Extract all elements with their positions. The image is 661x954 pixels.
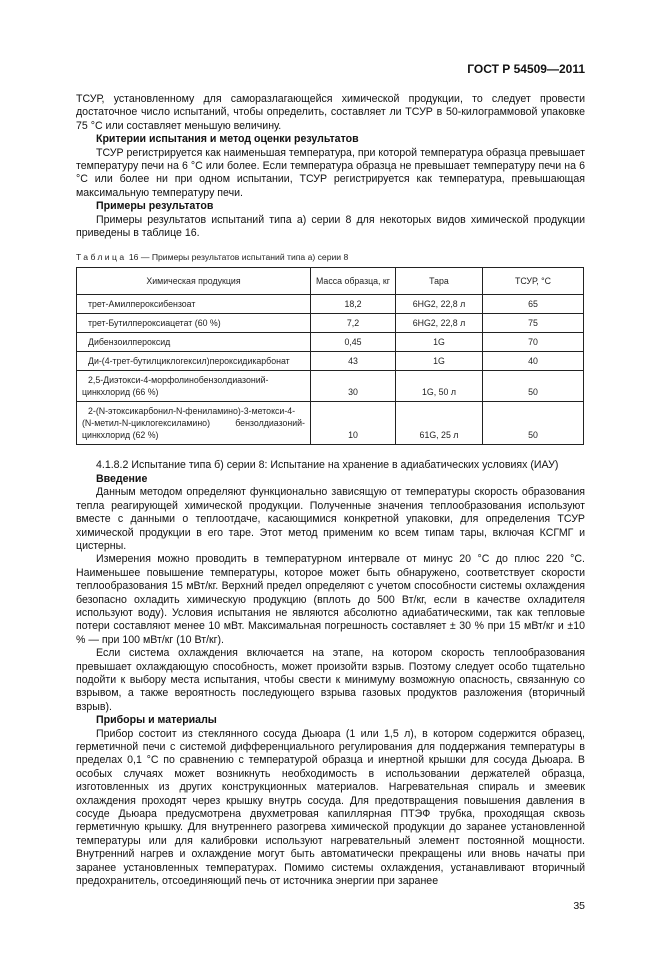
cell-product: Ди-(4-трет-бутилциклогексил)пероксидикарбонат bbox=[77, 352, 311, 371]
cell-container: 1G, 50 л bbox=[396, 371, 483, 402]
section-heading: Приборы и материалы bbox=[96, 714, 217, 727]
cell-container: 61G, 25 л bbox=[396, 402, 483, 445]
cell-sadt: 75 bbox=[483, 314, 584, 333]
paragraph: Если система охлаждения включается на этапе, на котором скорость теплообразования превышает охлаждающую способность, может произойти взрыв. Поэтому следует особо тщательно подойти к выбору места испытания, чтобы свести к минимуму возможную опасность, связанную со взрывом, а также вероятность последующего взрыва газовых продуктов разложения (вторичный взрыв). bbox=[76, 647, 585, 713]
cell-container: 6HG2, 22,8 л bbox=[396, 295, 483, 314]
paragraph: ТСУР, установленному для саморазлагающейся химической продукции, то следует провести достаточное число испытаний, чтобы определить, составляет ли ТСУР в 50-килограммовой упаковке 75 °С или составляет меньшую величину. bbox=[76, 93, 585, 132]
table-row bbox=[77, 371, 584, 402]
table-row bbox=[77, 333, 584, 352]
cell-container: 6HG2, 22,8 л bbox=[396, 314, 483, 333]
cell-product: 2-(N-этоксикарбонил-N-фениламино)-3-метокси-4-(N-метил-N-циклогексиламино) бензолдиазоний-цинкхлорид (62 %) bbox=[77, 402, 311, 445]
cell-product: трет-Амилпероксибензоат bbox=[77, 295, 311, 314]
table-row bbox=[77, 402, 584, 445]
paragraph: Прибор состоит из стеклянного сосуда Дьюара (1 или 1,5 л), в котором содержится образец, герметичной печи с системой дифференциального регулирования для поддержания температуры в пределах 0,1 °С по сравнению с температурой образца и инертной крышки для сосуда Дьюара. В особых случаях может возникнуть необходимость в использовании держателей образца, изготовленных из других конструкционных материалов. Нагревательная спираль и змеевик охлаждения проходят через крышку внутрь сосуда. Для предотвращения повышения давления в сосуде Дьюара предусмотрена двухметровая капиллярная ПТЭФ трубка, проходящая сквозь герметичную крышку. Для внутреннего разогрева химической продукции до заранее установленной температуры или для калибровки используют нагревательный элемент постоянной мощности. Внутренний нагрев и охлаждение могут быть автоматически прекращены или вновь начаты при заранее установленных температурах. Помимо системы охлаждения, устанавливают вторичный предохранитель, отсоединяющий печь от источника энергии при заранее bbox=[76, 727, 585, 888]
cell-mass: 43 bbox=[311, 352, 396, 371]
text-block-bottom bbox=[76, 459, 585, 888]
paragraph: Примеры результатов испытаний типа а) серии 8 для некоторых видов химической продукции приведены в таблице 16. bbox=[76, 213, 585, 240]
paragraph: ТСУР регистрируется как наименьшая температура, при которой температура образца превышает температуру печи на 6 °С или более. Если температура образца не превышает температуру печи на 6 °С или более ни при одном испытании, ТСУР регистрируется как температура, превышающая максимальную температуру печи. bbox=[76, 146, 585, 199]
results-table bbox=[76, 267, 584, 445]
paragraph: Данным методом определяют функционально зависящую от температуры скорость образования тепла реагирующей химической продукции. Полученные значения теплообразования используют вместе с данными о теплоотдаче, касающимися конкретной упаковки, для определения ТСУР химической продукции в его таре. Этот метод применим ко всем типам тары, включая КСГМГ и цистерны. bbox=[76, 486, 585, 552]
clause-heading: 4.1.8.2 Испытание типа б) серии 8: Испытание на хранение в адиабатических условиях (ИАУ) bbox=[96, 459, 559, 472]
section-heading: Критерии испытания и метод оценки результатов bbox=[96, 133, 359, 146]
cell-product: трет-Бутилпероксиацетат (60 %) bbox=[77, 314, 311, 333]
cell-mass: 30 bbox=[311, 371, 396, 402]
cell-mass: 18,2 bbox=[311, 295, 396, 314]
text-block-top bbox=[76, 93, 585, 240]
table-row bbox=[77, 295, 584, 314]
column-header: Масса образца, кг bbox=[311, 268, 396, 295]
table-caption bbox=[76, 252, 585, 263]
cell-mass: 0,45 bbox=[311, 333, 396, 352]
page-number: 35 bbox=[573, 900, 585, 913]
cell-container: 1G bbox=[396, 333, 483, 352]
section-heading: Введение bbox=[96, 472, 148, 485]
cell-sadt: 65 bbox=[483, 295, 584, 314]
table-caption-text: 16 — Примеры результатов испытаний типа а) серии 8 bbox=[128, 252, 349, 263]
cell-container: 1G bbox=[396, 352, 483, 371]
table-row bbox=[77, 352, 584, 371]
cell-mass: 7,2 bbox=[311, 314, 396, 333]
cell-sadt: 40 bbox=[483, 352, 584, 371]
table-row bbox=[77, 314, 584, 333]
column-header: Тара bbox=[396, 268, 483, 295]
paragraph: Измерения можно проводить в температурном интервале от минус 20 °С до плюс 220 °С. Наименьшее повышение температуры, которое может быть обнаружено, соответствует скорости теплообразования 15 мВт/кг. Верхний предел определяют с учетом способности системы охлаждения безопасно охладить химическую продукцию (вплоть до 500 Вт/кг, если в качестве охладителя используют воду). Условия испытания не являются абсолютно адиабатическими, так как тепловые потери составляют менее 10 мВт. Максимальная погрешность составляет ± 30 % при 15 мВт/кг и ±10 % — при 100 мВт/кг (10 Вт/кг). bbox=[76, 553, 585, 646]
table-caption-prefix: Таблица bbox=[76, 252, 127, 263]
column-header: Химическая продукция bbox=[77, 268, 311, 295]
section-heading: Примеры результатов bbox=[96, 200, 214, 213]
cell-product: 2,5-Диэтокси-4-морфолинобензолдиазоний-цинкхлорид (66 %) bbox=[77, 371, 311, 402]
cell-mass: 10 bbox=[311, 402, 396, 445]
cell-sadt: 50 bbox=[483, 402, 584, 445]
cell-sadt: 50 bbox=[483, 371, 584, 402]
cell-sadt: 70 bbox=[483, 333, 584, 352]
cell-product: Дибензоилпероксид bbox=[77, 333, 311, 352]
table-header-row bbox=[77, 268, 584, 295]
document-header: ГОСТ Р 54509—2011 bbox=[467, 62, 585, 76]
column-header: ТСУР, °С bbox=[483, 268, 584, 295]
